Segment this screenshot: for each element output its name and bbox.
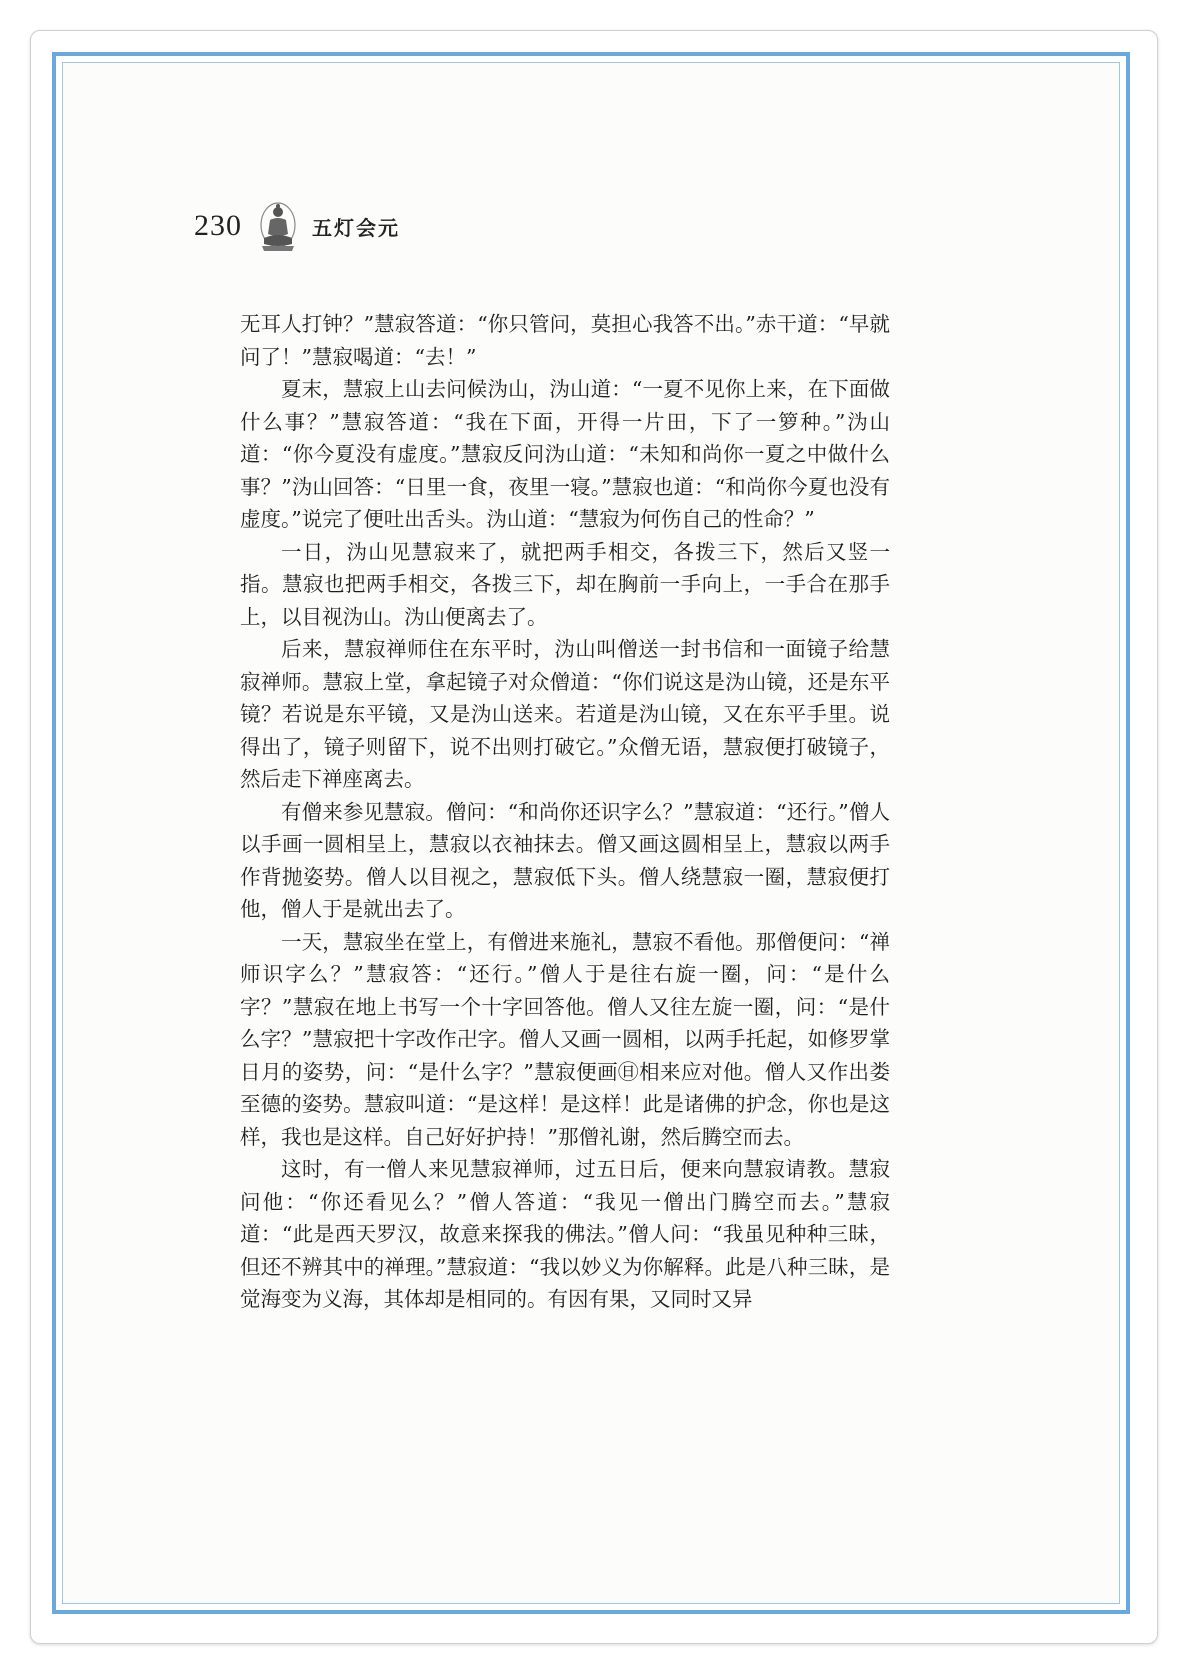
- book-title: 五灯会元: [312, 215, 400, 240]
- paragraph: 一天，慧寂坐在堂上，有僧进来施礼，慧寂不看他。那僧便问：“禅师识字么？”慧寂答：“还行。”僧人于是往右旋一圈，问：“是什么字？”慧寂在地上书写一个十字回答他。僧人又往左旋一圈，问：“是什么字？”慧寂把十字改作卍字。僧人又画一圆相，以两手托起，如修罗掌日月的姿势，问：“是什么字？”慧寂便画㊐相来应对他。僧人又作出娄至德的姿势。慧寂叫道：“是这样！是这样！此是诸佛的护念，你也是这样，我也是这样。自己好好护持！”那僧礼谢，然后腾空而去。: [240, 929, 890, 1149]
- running-header: [194, 196, 400, 256]
- paragraph: 夏末，慧寂上山去问候沩山，沩山道：“一夏不见你上来，在下面做什么事？”慧寂答道：“我在下面，开得一片田，下了一箩种。”沩山道：“你今夏没有虚度。”慧寂反问沩山道：“未知和尚你一夏之中做什么事？”沩山回答：“日里一食，夜里一寝。”慧寂也道：“和尚你今夏也没有虚度。”说完了便吐出舌头。沩山道：“慧寂为何伤自己的性命？”: [240, 377, 890, 531]
- buddha-icon: [256, 198, 300, 254]
- paragraph: 有僧来参见慧寂。僧问：“和尚你还识字么？”慧寂道：“还行。”僧人以手画一圆相呈上，慧寂以衣袖抹去。僧又画这圆相呈上，慧寂以两手作背抛姿势。僧人以目视之，慧寂低下头。僧人绕慧寂一圈，慧寂便打他，僧人于是就出去了。: [240, 799, 890, 921]
- paragraph: 一日，沩山见慧寂来了，就把两手相交，各拨三下，然后又竖一指。慧寂也把两手相交，各拨三下，却在胸前一手向上，一手合在那手上，以目视沩山。沩山便离去了。: [240, 539, 890, 629]
- body-text: [240, 308, 890, 1316]
- paragraph: 这时，有一僧人来见慧寂禅师，过五日后，便来向慧寂请教。慧寂问他：“你还看见么？”僧人答道：“我见一僧出门腾空而去。”慧寂道：“此是西天罗汉，故意来探我的佛法。”僧人问：“我虽见种种三昧，但还不辨其中的禅理。”慧寂道：“我以妙义为你解释。此是八种三昧，是觉海变为义海，其体却是相同的。有因有果，又同时又异: [240, 1157, 890, 1311]
- paragraph: 无耳人打钟？”慧寂答道：“你只管问，莫担心我答不出。”赤干道：“早就问了！”慧寂喝道：“去！”: [240, 312, 890, 369]
- paragraph: 后来，慧寂禅师住在东平时，沩山叫僧送一封书信和一面镜子给慧寂禅师。慧寂上堂，拿起镜子对众僧道：“你们说这是沩山镜，还是东平镜？若说是东平镜，又是沩山送来。若道是沩山镜，又在东平手里。说得出了，镜子则留下，说不出则打破它。”众僧无语，慧寂便打破镜子，然后走下禅座离去。: [240, 637, 890, 791]
- page-number: 230: [194, 209, 242, 242]
